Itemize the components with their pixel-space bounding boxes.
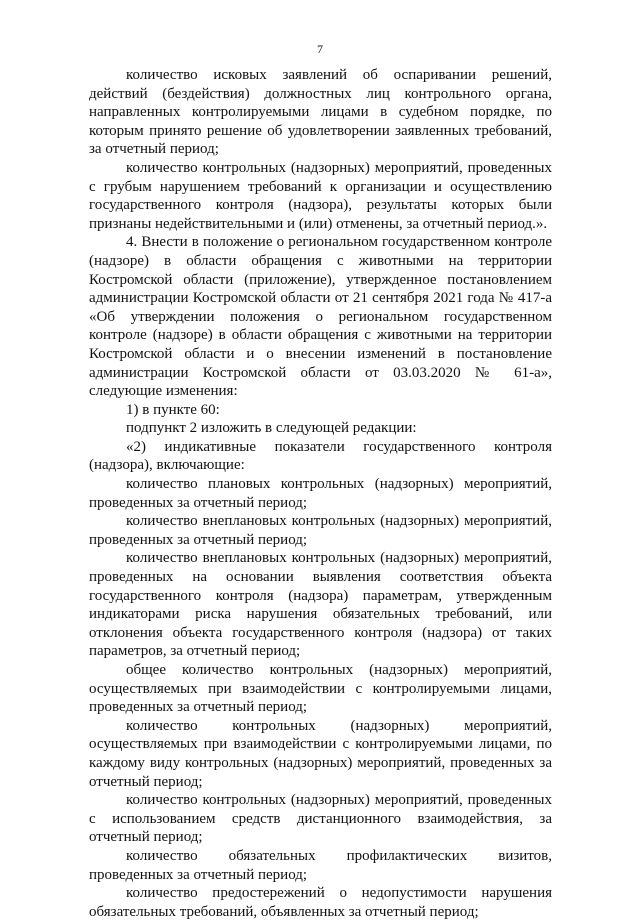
paragraph: количество контрольных (надзорных) мероприятий, осуществляемых при взаимодействии с контролируемыми лицами, по каждому виду контрольных (надзорных) мероприятий, проведенных за отчетный период; (89, 717, 552, 790)
paragraph: количество исковых заявлений об оспаривании решений, действий (бездействия) должностных лиц контрольного органа, направленных контролируемыми лицами в судебном порядке, по которым принято решение об удовлетворении заявленных требований, за отчетный период; (89, 67, 552, 158)
paragraph: количество контрольных (надзорных) мероприятий, проведенных с грубым нарушением требований к организации и осуществлению государственного контроля (надзора), результаты которых были признаны недействительными и (или) отменены, за отчетный период.». (89, 159, 552, 232)
paragraph: количество обязательных профилактических визитов, проведенных за отчетный период; (89, 847, 552, 883)
paragraph: количество внеплановых контрольных (надзорных) мероприятий, проведенных за отчетный период; (89, 513, 552, 548)
paragraph: 1) в пункте 60: (126, 401, 220, 418)
paragraph: «2) индикативные показатели государственного контроля (надзора), включающие: (89, 438, 552, 474)
paragraph: количество контрольных (надзорных) мероприятий, проведенных с использованием средств дистанционного взаимодействия, за отчетный период; (89, 792, 552, 846)
document-body (89, 66, 552, 921)
paragraph: количество предостережений о недопустимости нарушения обязательных требований, объявленных за отчетный период; (89, 885, 552, 920)
page-number: 7 (317, 42, 323, 56)
paragraph: общее количество контрольных (надзорных) мероприятий, осуществляемых при взаимодействии с контролируемыми лицами, проведенных за отчетный период; (89, 662, 552, 716)
paragraph: подпункт 2 изложить в следующей редакции: (126, 420, 417, 437)
paragraph: количество внеплановых контрольных (надзорных) мероприятий, проведенных на основании выявления соответствия объекта государственного контроля (надзора) параметрам, утвержденным индикаторами риска нарушения обязательных требований, или отклонения объекта государственного контроля (надзора) от таких параметров, за отчетный период; (89, 550, 552, 660)
paragraph: количество плановых контрольных (надзорных) мероприятий, проведенных за отчетный период; (89, 476, 552, 511)
paragraph: 4. Внести в положение о региональном государственном контроле (надзоре) в области обращения с животными на территории Костромской области (приложение), утвержденное постановлением администрации Костромской области от 21 сентября 2021 года № 417-а «Об утверждении положения о региональном государственном контроле (надзоре) в области обращения с животными на территории Костромской области и о внесении изменений в постановление администрации Костромской области от 03.03.2020 № 61-а», следующие изменения: (89, 234, 552, 400)
